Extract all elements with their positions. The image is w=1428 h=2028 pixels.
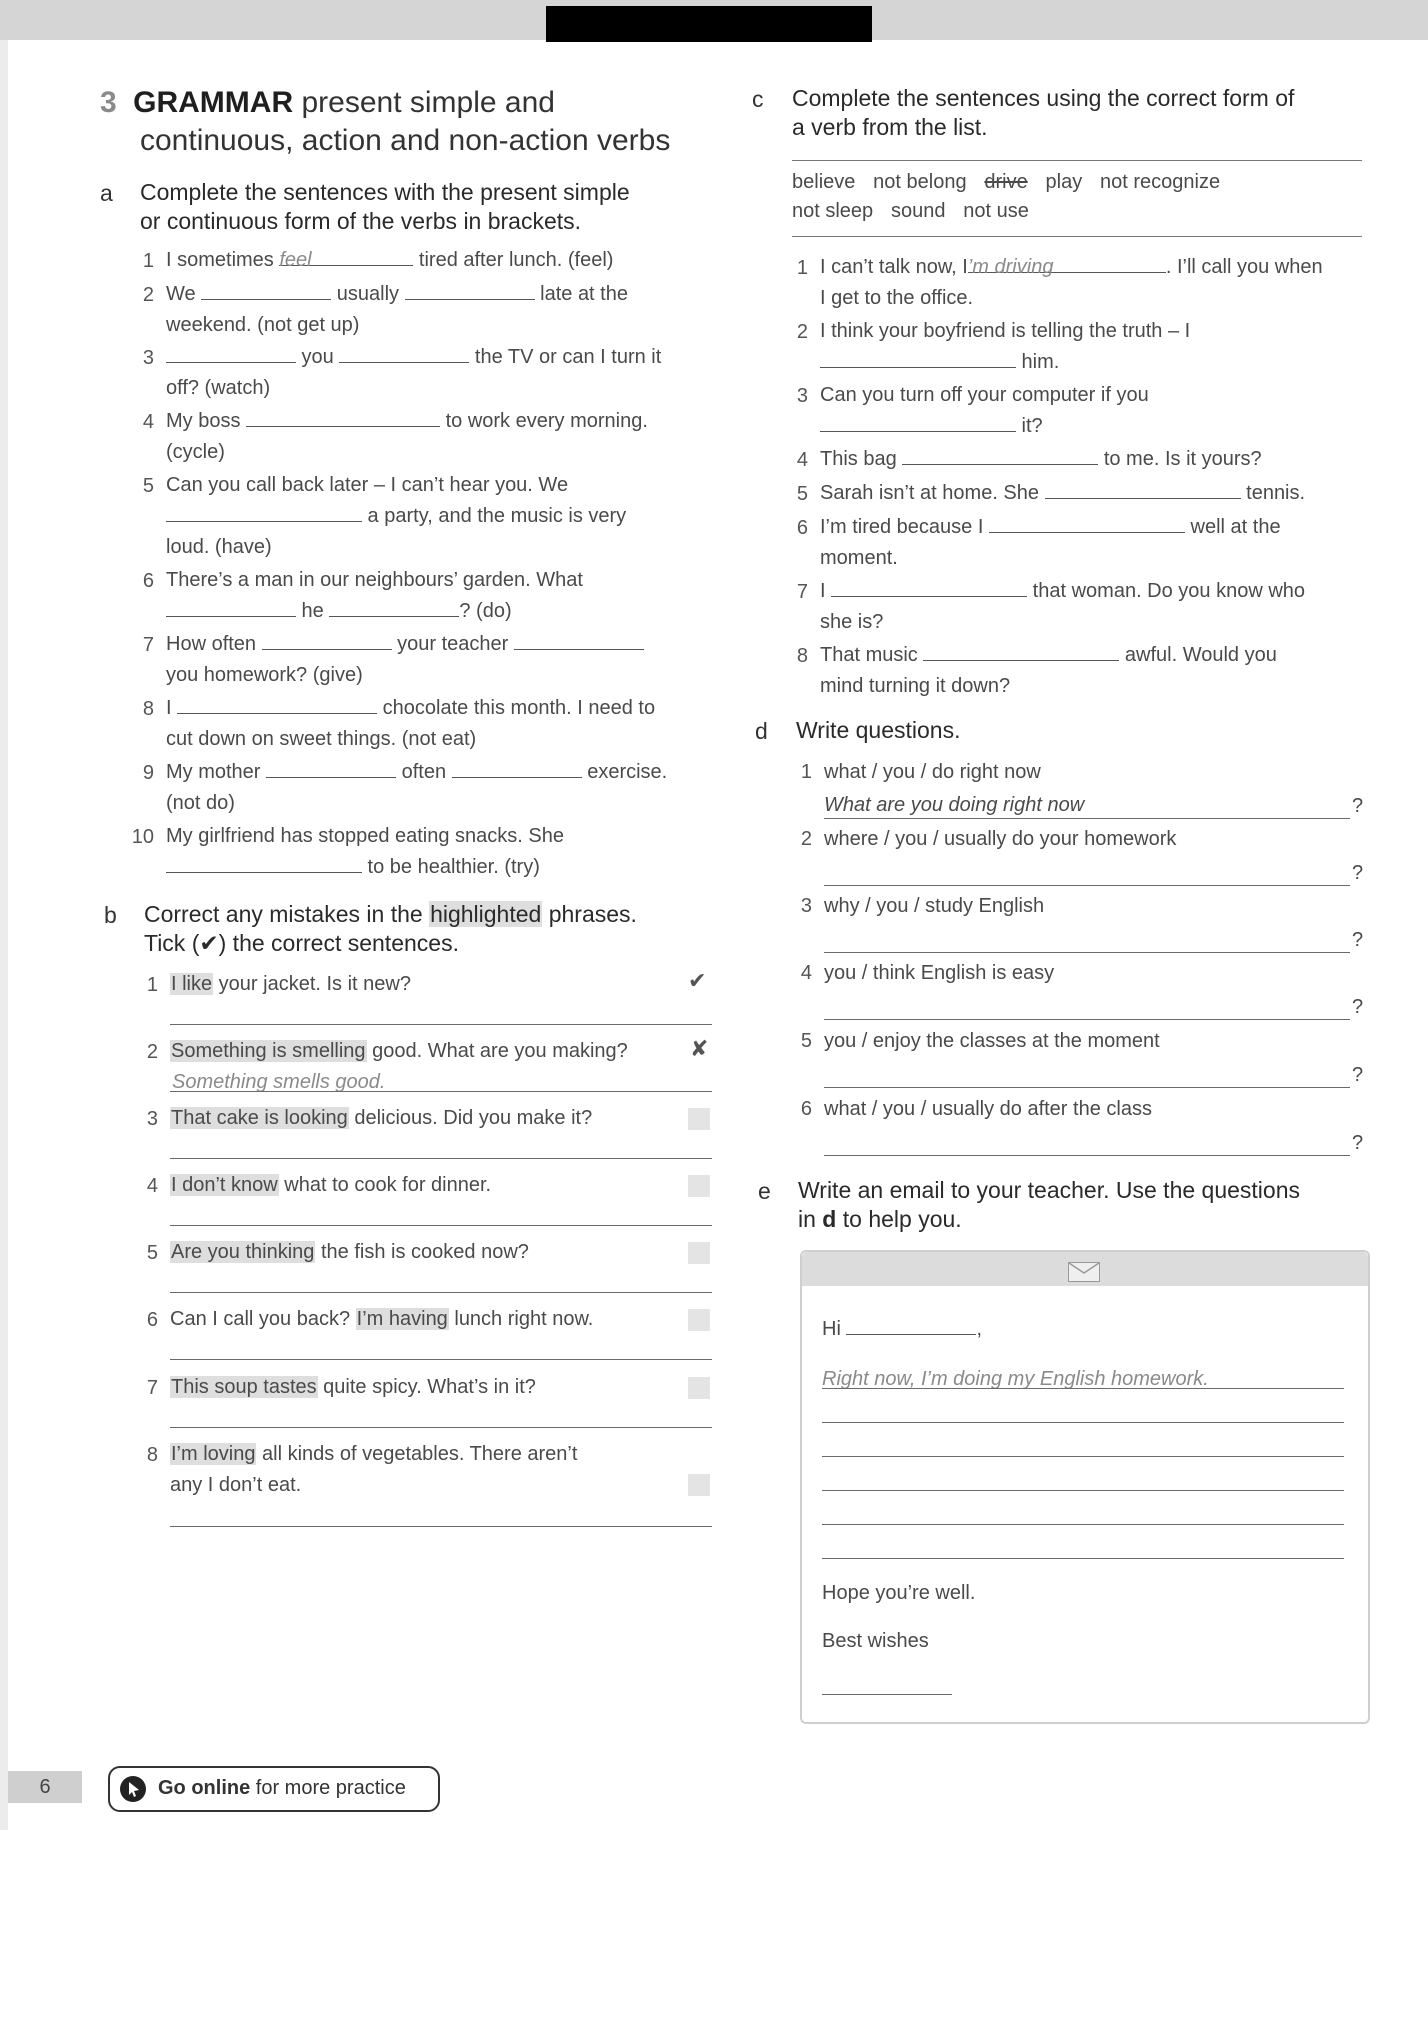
- b-item-number: 8: [146, 1444, 158, 1466]
- answer-line[interactable]: [170, 1024, 712, 1025]
- part-b-instruction-line2: Tick (✔) the correct sentences.: [144, 930, 459, 956]
- a-item-text: weekend. (not get up): [166, 314, 360, 336]
- tick-box[interactable]: [688, 1377, 710, 1399]
- d-item-number: 4: [800, 962, 812, 984]
- section-number: 3: [100, 86, 117, 119]
- answer-blank[interactable]: [1045, 478, 1241, 499]
- a-item-text: There’s a man in our neighbours’ garden. What: [166, 569, 583, 591]
- answer-blank[interactable]: [166, 596, 296, 617]
- b-item-5: [170, 1237, 529, 1268]
- answer-blank[interactable]: [902, 444, 1098, 465]
- highlighted-phrase: This soup tastes: [171, 1376, 317, 1398]
- a-item-7: [166, 629, 644, 691]
- tick-box[interactable]: [688, 1108, 710, 1130]
- a-item-number: 8: [142, 698, 154, 720]
- answer-blank[interactable]: [339, 342, 469, 363]
- a-item-5: [166, 470, 626, 563]
- answer-blank[interactable]: [201, 279, 331, 300]
- go-online-rest: for more practice: [250, 1777, 406, 1799]
- word-option: not sleep: [792, 200, 874, 222]
- section-title-line2: continuous, action and non-action verbs: [140, 124, 671, 157]
- email-greeting: Hi: [822, 1318, 841, 1340]
- c-item-3: [820, 380, 1149, 442]
- c-item-4: [820, 444, 1262, 475]
- highlighted-phrase: Are you thinking: [171, 1241, 315, 1263]
- b-item-text: all kinds of vegetables. There aren’t: [256, 1443, 578, 1465]
- d-item-number: 5: [800, 1030, 812, 1052]
- a-item-text: the TV or can I turn it: [469, 346, 662, 368]
- d-item-1-answer: What are you doing right now: [824, 794, 1085, 816]
- a-item-text: usually: [331, 283, 405, 305]
- a-item-number: 6: [142, 570, 154, 592]
- a-item-number: 3: [142, 347, 154, 369]
- a-item-number: 5: [142, 475, 154, 497]
- b-item-7: [170, 1372, 536, 1403]
- part-c-letter: c: [752, 86, 764, 112]
- a-item-number: 9: [142, 762, 154, 784]
- part-c-instruction-line2: a verb from the list.: [792, 114, 988, 140]
- answer-blank[interactable]: [831, 576, 1027, 597]
- c-item-text: I’m tired because I: [820, 516, 989, 538]
- c-item-text: mind turning it down?: [820, 675, 1011, 697]
- answer-blank[interactable]: [266, 757, 396, 778]
- part-a-letter: a: [100, 180, 113, 206]
- answer-blank[interactable]: [246, 406, 440, 427]
- c-item-text: I get to the office.: [820, 287, 974, 309]
- answer-line[interactable]: [170, 1292, 712, 1293]
- answer-blank[interactable]: [166, 852, 362, 873]
- b-item-text: lunch right now.: [448, 1308, 594, 1330]
- answer-line[interactable]: [170, 1158, 712, 1159]
- answer-line[interactable]: [824, 1155, 1350, 1156]
- question-mark: ?: [1352, 996, 1364, 1018]
- d-item-number: 1: [800, 761, 812, 783]
- cursor-arrow-icon: [120, 1776, 146, 1802]
- a-item-8: [166, 693, 655, 755]
- a-item-text: he: [296, 600, 330, 622]
- a-item-1: [166, 245, 613, 276]
- answer-blank[interactable]: [989, 512, 1185, 533]
- left-scan-shadow: [0, 40, 8, 1830]
- c-item-number: 5: [796, 483, 808, 505]
- part-d-letter: d: [755, 718, 768, 744]
- part-d-instruction: Write questions.: [796, 717, 961, 743]
- tick-mark: ✔: [688, 968, 707, 993]
- cross-mark: ✘: [690, 1036, 709, 1061]
- go-online-label: [158, 1777, 406, 1800]
- a-item-text: your teacher: [391, 633, 514, 655]
- word-list-line2: [792, 200, 1029, 223]
- b-item-number: 6: [146, 1309, 158, 1331]
- b-item-4: [170, 1170, 491, 1201]
- c-item-8: [820, 640, 1277, 702]
- question-mark: ?: [1352, 929, 1364, 951]
- envelope-icon: [1068, 1262, 1100, 1282]
- answer-blank[interactable]: [820, 347, 1016, 368]
- c-item-5: [820, 478, 1305, 509]
- a-item-text: We: [166, 283, 202, 305]
- a-item-text: off? (watch): [166, 377, 271, 399]
- answer-blank[interactable]: [923, 640, 1119, 661]
- c-item-text: to me. Is it yours?: [1098, 448, 1262, 470]
- tick-box[interactable]: [688, 1474, 710, 1496]
- a-item-2: [166, 279, 628, 341]
- answer-line[interactable]: [170, 1359, 712, 1360]
- c-item-6: [820, 512, 1281, 574]
- d-item-prompt: you / think English is easy: [824, 962, 1055, 984]
- b-item-number: 3: [146, 1108, 158, 1130]
- word-list-line1: [792, 171, 1220, 194]
- b-item-3: [170, 1103, 592, 1134]
- email-write-line[interactable]: [822, 1558, 1344, 1559]
- a-item-number: 2: [142, 284, 154, 306]
- email-name-blank[interactable]: [846, 1314, 976, 1335]
- b-item-text: any I don’t eat.: [170, 1474, 302, 1496]
- question-mark: ?: [1352, 1132, 1364, 1154]
- email-write-line[interactable]: [822, 1456, 1344, 1457]
- answer-blank[interactable]: [166, 342, 296, 363]
- part-e-instruction-bold: d: [822, 1206, 837, 1232]
- highlighted-word: highlighted: [430, 901, 542, 927]
- a-item-4: [166, 406, 648, 468]
- question-mark: ?: [1352, 795, 1364, 817]
- c-item-text: I can’t talk now, I: [820, 256, 968, 278]
- part-e-letter: e: [758, 1178, 771, 1204]
- b-item-number: 2: [146, 1041, 158, 1063]
- highlighted-phrase: I like: [171, 973, 213, 995]
- question-mark: ?: [1352, 862, 1364, 884]
- a-item-text: My mother: [166, 761, 267, 783]
- b-item-2-answer: Something smells good.: [172, 1071, 386, 1093]
- a-item-text: (not do): [166, 792, 235, 814]
- d-item-prompt: what / you / usually do after the class: [824, 1098, 1152, 1120]
- c-item-text: Sarah isn’t at home. She: [820, 482, 1045, 504]
- part-e-instruction-line1: Write an email to your teacher. Use the questions: [798, 1177, 1301, 1203]
- d-item-number: 6: [800, 1098, 812, 1120]
- d-item-prompt: why / you / study English: [824, 895, 1045, 917]
- a-item-text: How often: [166, 633, 262, 655]
- answer-blank[interactable]: [820, 411, 1016, 432]
- part-e-instruction-text: in: [798, 1206, 823, 1232]
- a-item-text: (cycle): [166, 441, 225, 463]
- page-number: 6: [8, 1771, 82, 1803]
- part-b-instruction: [144, 900, 637, 958]
- answer-blank[interactable]: [452, 757, 582, 778]
- answer-blank[interactable]: [329, 596, 459, 617]
- word-option: not belong: [873, 171, 967, 193]
- b-item-1: [170, 969, 411, 1000]
- email-closing-1: Hope you’re well.: [822, 1582, 976, 1604]
- email-write-line[interactable]: [822, 1388, 1344, 1389]
- a-item-text: to work every morning.: [440, 410, 648, 432]
- tick-box[interactable]: [688, 1175, 710, 1197]
- answer-blank[interactable]: [166, 501, 362, 522]
- a-item-number: 1: [142, 250, 154, 272]
- word-option-used: drive: [984, 171, 1028, 193]
- b-item-2: [170, 1036, 628, 1067]
- a-item-text: late at the: [534, 283, 628, 305]
- b-item-number: 4: [146, 1175, 158, 1197]
- b-item-text: the fish is cooked now?: [315, 1241, 529, 1263]
- d-item-number: 2: [800, 828, 812, 850]
- b-item-number: 1: [146, 974, 158, 996]
- word-option: sound: [890, 200, 946, 222]
- part-c-instruction: [792, 84, 1294, 142]
- word-option: not use: [963, 200, 1029, 222]
- b-item-text: Can I call you back?: [170, 1308, 356, 1330]
- email-write-line[interactable]: [822, 1490, 1344, 1491]
- c-item-text: well at the: [1184, 516, 1281, 538]
- c-item-text: This bag: [820, 448, 903, 470]
- answer-line[interactable]: [824, 952, 1350, 953]
- highlighted-phrase: Something is smelling: [171, 1040, 366, 1062]
- c-item-number: 1: [796, 257, 808, 279]
- c-item-text: moment.: [820, 547, 898, 569]
- a-item-text: exercise.: [581, 761, 668, 783]
- c-item-text: . I’ll call you when: [1165, 256, 1323, 278]
- b-item-text: your jacket. Is it new?: [213, 973, 411, 995]
- c-item-text: I think your boyfriend is telling the truth – I: [820, 320, 1191, 342]
- part-a-instruction: [140, 178, 630, 236]
- a-item-9: [166, 757, 667, 819]
- part-e-instruction: [798, 1176, 1300, 1234]
- a-item-text: loud. (have): [166, 536, 272, 558]
- email-write-line[interactable]: [822, 1524, 1344, 1525]
- c-item-7: [820, 576, 1305, 638]
- tick-box[interactable]: [688, 1242, 710, 1264]
- answer-line[interactable]: [170, 1427, 712, 1428]
- a-item-text: I sometimes: [166, 249, 280, 271]
- email-example-line: Right now, I’m doing my English homework.: [822, 1368, 1209, 1390]
- d-item-prompt: where / you / usually do your homework: [824, 828, 1177, 850]
- a-item-number: 10: [131, 826, 154, 848]
- answer-line[interactable]: [824, 885, 1350, 886]
- part-c-instruction-line1: Complete the sentences using the correct form of: [792, 85, 1295, 111]
- part-b-instruction-text: phrases.: [542, 901, 637, 927]
- c-item-number: 3: [796, 385, 808, 407]
- d-item-prompt: what / you / do right now: [824, 761, 1041, 783]
- email-header-bar: [802, 1252, 1368, 1286]
- b-item-number: 7: [146, 1377, 158, 1399]
- part-a-instruction-line2: or continuous form of the verbs in brackets.: [140, 208, 582, 234]
- c-item-text: she is?: [820, 611, 884, 633]
- a-item-number: 7: [142, 634, 154, 656]
- word-option: play: [1045, 171, 1083, 193]
- c-item-text: Can you turn off your computer if you: [820, 384, 1149, 406]
- a-item-text: My boss: [166, 410, 247, 432]
- word-option: believe: [792, 171, 856, 193]
- a-item-3: [166, 342, 661, 404]
- go-online-bold: Go online: [158, 1777, 251, 1799]
- part-a-instruction-line1: Complete the sentences with the present simple: [140, 179, 630, 205]
- answer-blank[interactable]: [177, 693, 377, 714]
- b-item-text: good. What are you making?: [366, 1040, 628, 1062]
- highlighted-phrase: I don’t know: [171, 1174, 278, 1196]
- a-item-6: [166, 565, 583, 627]
- highlighted-phrase: I’m having: [356, 1308, 448, 1330]
- answer-line[interactable]: [824, 1087, 1350, 1088]
- email-panel: [800, 1250, 1370, 1724]
- c-item-number: 8: [796, 645, 808, 667]
- a-item-text: Can you call back later – I can’t hear you. We: [166, 474, 569, 496]
- a-item-text: I: [166, 697, 178, 719]
- highlighted-phrase: I’m loving: [171, 1443, 256, 1465]
- a-item-text: chocolate this month. I need to: [377, 697, 656, 719]
- a-item-text: tired after lunch. (feel): [413, 249, 614, 271]
- answer-blank[interactable]: [262, 629, 392, 650]
- part-e-instruction-text: to help you.: [836, 1206, 962, 1232]
- part-b-instruction-text: Correct any mistakes in the: [144, 901, 430, 927]
- question-mark: ?: [1352, 1064, 1364, 1086]
- a-item-1-answer: feel: [279, 245, 413, 266]
- a-item-text: often: [396, 761, 452, 783]
- c-item-2: [820, 316, 1190, 378]
- email-comma: ,: [976, 1318, 983, 1340]
- b-item-text: what to cook for dinner.: [278, 1174, 492, 1196]
- c-item-text: tennis.: [1240, 482, 1306, 504]
- c-item-number: 7: [796, 581, 808, 603]
- answer-line[interactable]: [824, 1019, 1350, 1020]
- email-greeting-row: [822, 1314, 982, 1345]
- section-title-rest: present simple and: [301, 86, 555, 119]
- d-item-prompt: you / enjoy the classes at the moment: [824, 1030, 1160, 1052]
- c-item-number: 2: [796, 321, 808, 343]
- a-item-text: ? (do): [459, 600, 512, 622]
- c-item-text: That music: [820, 644, 924, 666]
- word-list-box: [792, 160, 1362, 237]
- answer-blank[interactable]: [514, 629, 644, 650]
- email-signature-line[interactable]: [822, 1694, 952, 1695]
- a-item-text: a party, and the music is very: [362, 505, 627, 527]
- section-heading: [100, 86, 555, 120]
- b-item-text: delicious. Did you make it?: [348, 1107, 593, 1129]
- c-item-number: 6: [796, 517, 808, 539]
- answer-line[interactable]: [824, 818, 1350, 819]
- c-item-text: that woman. Do you know who: [1027, 580, 1306, 602]
- answer-line[interactable]: [170, 1091, 712, 1092]
- a-item-text: to be healthier. (try): [362, 856, 540, 878]
- a-item-text: cut down on sweet things. (not eat): [166, 728, 477, 750]
- answer-line[interactable]: [170, 1225, 712, 1226]
- d-item-number: 3: [800, 895, 812, 917]
- a-item-text: you homework? (give): [166, 664, 363, 686]
- b-item-text: quite spicy. What’s in it?: [317, 1376, 536, 1398]
- email-closing-2: Best wishes: [822, 1630, 929, 1652]
- c-item-text: him.: [1016, 351, 1060, 373]
- c-item-text: I: [820, 580, 832, 602]
- answer-line[interactable]: [170, 1526, 712, 1527]
- tick-box[interactable]: [688, 1309, 710, 1331]
- c-item-text: awful. Would you: [1119, 644, 1277, 666]
- email-write-line[interactable]: [822, 1422, 1344, 1423]
- b-item-number: 5: [146, 1242, 158, 1264]
- b-item-6: [170, 1304, 593, 1335]
- section-title-bold: GRAMMAR: [133, 86, 294, 119]
- c-item-1: [820, 252, 1323, 314]
- part-b-letter: b: [104, 902, 117, 928]
- c-item-text: it?: [1016, 415, 1043, 437]
- highlighted-phrase: That cake is looking: [171, 1107, 348, 1129]
- answer-blank[interactable]: [405, 279, 535, 300]
- a-item-number: 4: [142, 411, 154, 433]
- c-item-1-answer: ’m driving: [968, 252, 1166, 273]
- redaction-bar: [546, 6, 872, 42]
- b-item-8: [170, 1439, 577, 1501]
- go-online-button[interactable]: [108, 1766, 440, 1812]
- c-item-number: 4: [796, 449, 808, 471]
- a-item-text: My girlfriend has stopped eating snacks. She: [166, 825, 564, 847]
- a-item-text: you: [296, 346, 340, 368]
- word-option: not recognize: [1100, 171, 1221, 193]
- a-item-10: [166, 821, 564, 883]
